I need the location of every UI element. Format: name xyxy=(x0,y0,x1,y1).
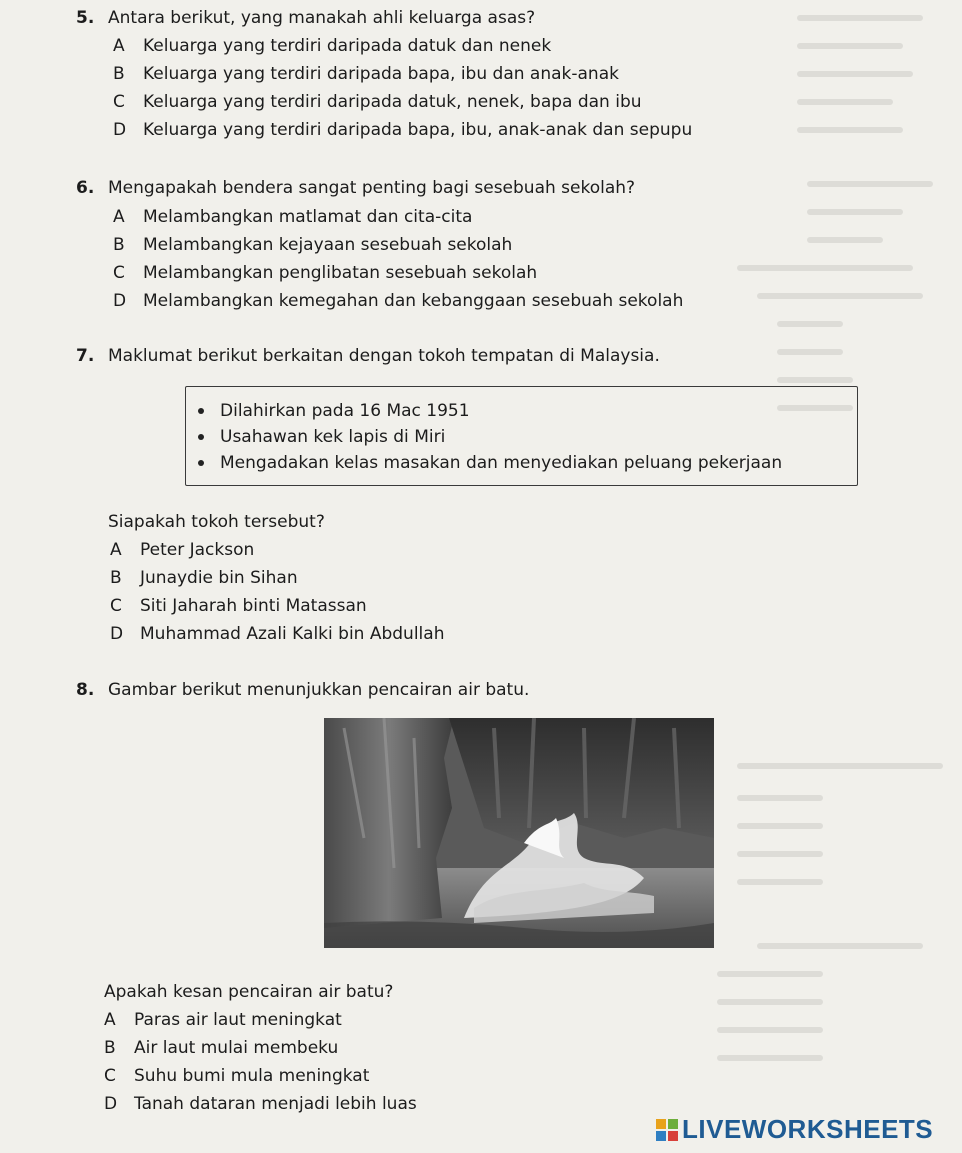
info-text: Mengadakan kelas masakan dan menyediakan peluang pekerjaan xyxy=(220,453,783,473)
option-letter: A xyxy=(113,36,125,56)
option-text: Peter Jackson xyxy=(140,540,255,560)
option-letter: A xyxy=(113,207,125,227)
bullet-icon xyxy=(198,434,204,440)
q7-option-a[interactable] xyxy=(110,540,254,560)
option-letter: C xyxy=(113,92,125,112)
logo-text: LIVEWORKSHEETS xyxy=(682,1114,934,1144)
q8-subquestion xyxy=(104,982,393,1002)
option-letter: D xyxy=(113,120,127,140)
option-letter: B xyxy=(104,1038,116,1058)
q8-option-a[interactable] xyxy=(104,1010,342,1030)
option-text: Junaydie bin Sihan xyxy=(140,568,298,588)
question-8 xyxy=(76,680,529,700)
option-letter: C xyxy=(113,263,125,283)
q8-option-d[interactable] xyxy=(104,1094,417,1114)
option-text: Keluarga yang terdiri daripada datuk, nenek, bapa dan ibu xyxy=(143,92,642,112)
q7-subquestion xyxy=(108,512,325,532)
q8-option-b[interactable] xyxy=(104,1038,338,1058)
liveworksheets-logo xyxy=(656,1114,933,1145)
logo-square xyxy=(668,1131,678,1141)
question-text: Gambar berikut menunjukkan pencairan air batu. xyxy=(108,680,530,700)
option-letter: D xyxy=(113,291,127,311)
question-number: 8. xyxy=(76,680,95,700)
question-number: 7. xyxy=(76,346,95,366)
info-item xyxy=(198,401,470,421)
logo-square xyxy=(656,1119,666,1129)
q6-option-c[interactable] xyxy=(113,263,537,283)
q5-option-b[interactable] xyxy=(113,64,619,84)
option-text: Tanah dataran menjadi lebih luas xyxy=(134,1094,417,1114)
option-text: Suhu bumi mula meningkat xyxy=(134,1066,370,1086)
q7-option-c[interactable] xyxy=(110,596,367,616)
subquestion-text: Siapakah tokoh tersebut? xyxy=(108,512,325,532)
q5-option-d[interactable] xyxy=(113,120,692,140)
q7-option-d[interactable] xyxy=(110,624,444,644)
question-text: Antara berikut, yang manakah ahli keluarga asas? xyxy=(108,8,536,28)
option-text: Paras air laut meningkat xyxy=(134,1010,342,1030)
option-letter: B xyxy=(113,235,125,255)
option-text: Siti Jaharah binti Matassan xyxy=(140,596,367,616)
question-number: 5. xyxy=(76,8,95,28)
info-text: Dilahirkan pada 16 Mac 1951 xyxy=(220,401,470,421)
logo-square xyxy=(668,1119,678,1129)
question-7 xyxy=(76,346,660,366)
info-box xyxy=(185,386,858,486)
option-letter: A xyxy=(104,1010,116,1030)
ice-melting-photo xyxy=(324,718,714,948)
option-text: Muhammad Azali Kalki bin Abdullah xyxy=(140,624,445,644)
info-item xyxy=(198,453,782,473)
option-text: Melambangkan matlamat dan cita-cita xyxy=(143,207,473,227)
question-5 xyxy=(76,8,535,28)
bleed-through-texture xyxy=(700,0,962,1100)
option-text: Melambangkan penglibatan sesebuah sekolah xyxy=(143,263,538,283)
question-text: Maklumat berikut berkaitan dengan tokoh tempatan di Malaysia. xyxy=(108,346,660,366)
option-letter: C xyxy=(110,596,122,616)
q5-option-a[interactable] xyxy=(113,36,551,56)
option-letter: D xyxy=(110,624,124,644)
option-text: Melambangkan kejayaan sesebuah sekolah xyxy=(143,235,513,255)
q7-option-b[interactable] xyxy=(110,568,298,588)
glacier-illustration xyxy=(324,718,714,948)
option-letter: D xyxy=(104,1094,118,1114)
option-letter: A xyxy=(110,540,122,560)
bullet-icon xyxy=(198,408,204,414)
q6-option-b[interactable] xyxy=(113,235,512,255)
question-text: Mengapakah bendera sangat penting bagi sesebuah sekolah? xyxy=(108,178,636,198)
subquestion-text: Apakah kesan pencairan air batu? xyxy=(104,982,394,1002)
option-text: Air laut mulai membeku xyxy=(134,1038,339,1058)
option-text: Keluarga yang terdiri daripada bapa, ibu, anak-anak dan sepupu xyxy=(143,120,693,140)
q5-option-c[interactable] xyxy=(113,92,642,112)
info-item xyxy=(198,427,445,447)
option-letter: C xyxy=(104,1066,116,1086)
option-text: Melambangkan kemegahan dan kebanggaan sesebuah sekolah xyxy=(143,291,684,311)
q8-option-c[interactable] xyxy=(104,1066,369,1086)
info-text: Usahawan kek lapis di Miri xyxy=(220,427,446,447)
question-6 xyxy=(76,178,635,198)
option-text: Keluarga yang terdiri daripada datuk dan nenek xyxy=(143,36,552,56)
q6-option-a[interactable] xyxy=(113,207,472,227)
logo-mark-icon xyxy=(656,1119,678,1141)
q6-option-d[interactable] xyxy=(113,291,683,311)
bullet-icon xyxy=(198,460,204,466)
option-letter: B xyxy=(110,568,122,588)
question-number: 6. xyxy=(76,178,95,198)
bleed-through-lines xyxy=(700,0,962,1100)
option-text: Keluarga yang terdiri daripada bapa, ibu dan anak-anak xyxy=(143,64,619,84)
option-letter: B xyxy=(113,64,125,84)
logo-square xyxy=(656,1131,666,1141)
